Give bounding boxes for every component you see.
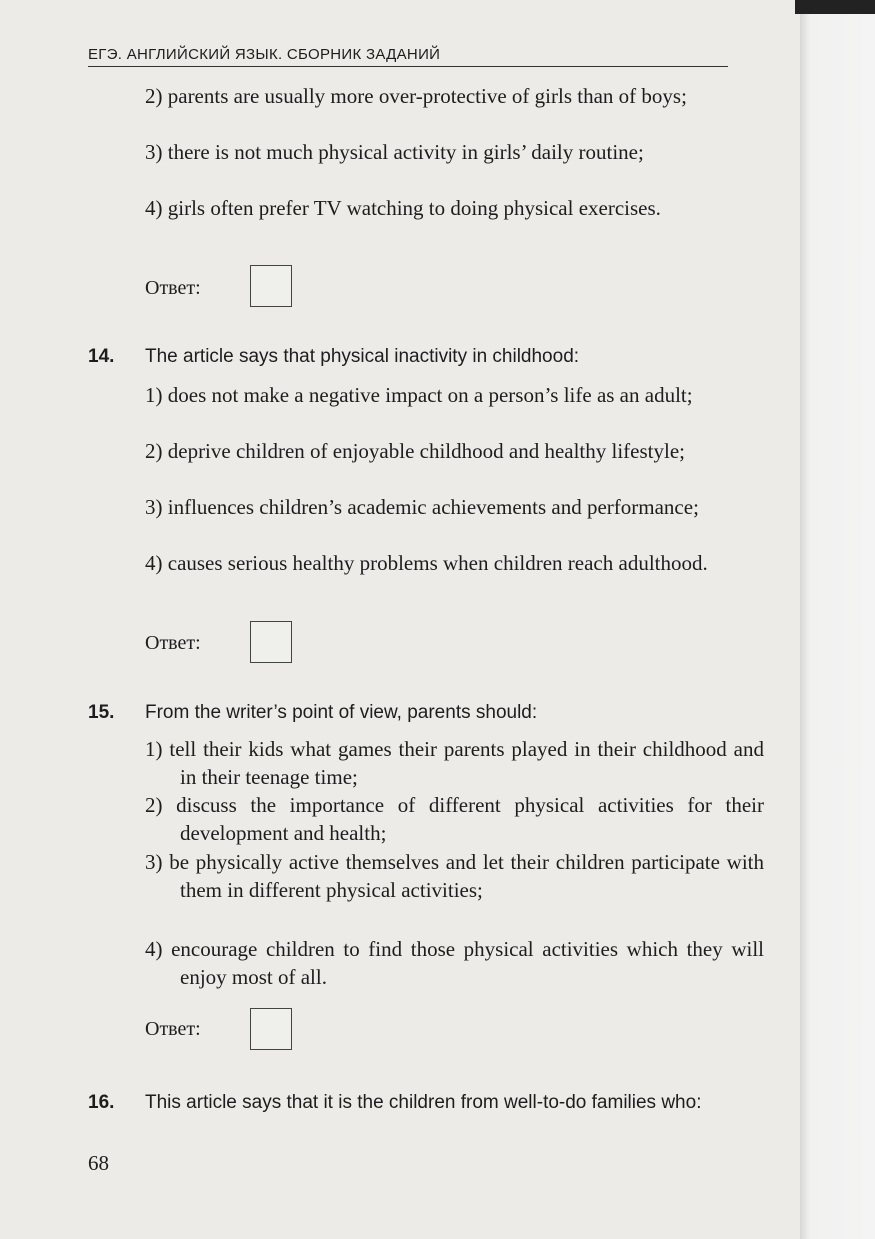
q16-number: 16. [88, 1092, 115, 1113]
scan-corner [795, 0, 875, 14]
page-edge [800, 0, 875, 1239]
q15-number: 15. [88, 702, 115, 723]
q15-option-3: 3) be physically active themselves and let their children participate with them in different physical activities; [145, 850, 764, 902]
q15-answer-box[interactable] [250, 1008, 292, 1050]
running-header: ЕГЭ. АНГЛИЙСКИЙ ЯЗЫК. СБОРНИК ЗАДАНИЙ [88, 46, 728, 67]
q15-option-2: 2) discuss the importance of different physical activities for their development and health; [145, 793, 764, 845]
q14-number: 14. [88, 346, 115, 367]
page-number: 68 [88, 1151, 109, 1175]
q16-text: This article says that it is the children from well-to-do families who: [145, 1092, 702, 1113]
q16-stem [88, 1089, 728, 1118]
q14-stem [88, 343, 728, 372]
q14-option-1: 1) does not make a negative impact on a person’s life as an adult; [145, 383, 693, 407]
q15-text: From the writer’s point of view, parents should: [145, 702, 538, 723]
q13-option-4: 4) girls often prefer TV watching to doing physical exercises. [145, 196, 661, 220]
q14-answer-label: Ответ: [145, 632, 201, 654]
q13-answer-box[interactable] [250, 265, 292, 307]
q15-option-1: 1) tell their kids what games their parents played in their childhood and in their teenage time; [145, 737, 764, 789]
q14-option-4: 4) causes serious healthy problems when children reach adulthood. [145, 551, 708, 575]
q14-text: The article says that physical inactivity in childhood: [145, 346, 580, 367]
q15-option-4: 4) encourage children to find those physical activities which they will enjoy most of all. [145, 937, 764, 989]
q13-option-2: 2) parents are usually more over-protective of girls than of boys; [145, 84, 687, 108]
q14-answer-box[interactable] [250, 621, 292, 663]
q14-option-2: 2) deprive children of enjoyable childhood and healthy lifestyle; [145, 439, 685, 463]
q13-option-3: 3) there is not much physical activity in girls’ daily routine; [145, 140, 644, 164]
q14-option-3: 3) influences children’s academic achievements and performance; [145, 495, 699, 519]
q15-answer-label: Ответ: [145, 1018, 201, 1040]
q13-answer-label: Ответ: [145, 277, 201, 299]
q15-stem [88, 699, 728, 728]
